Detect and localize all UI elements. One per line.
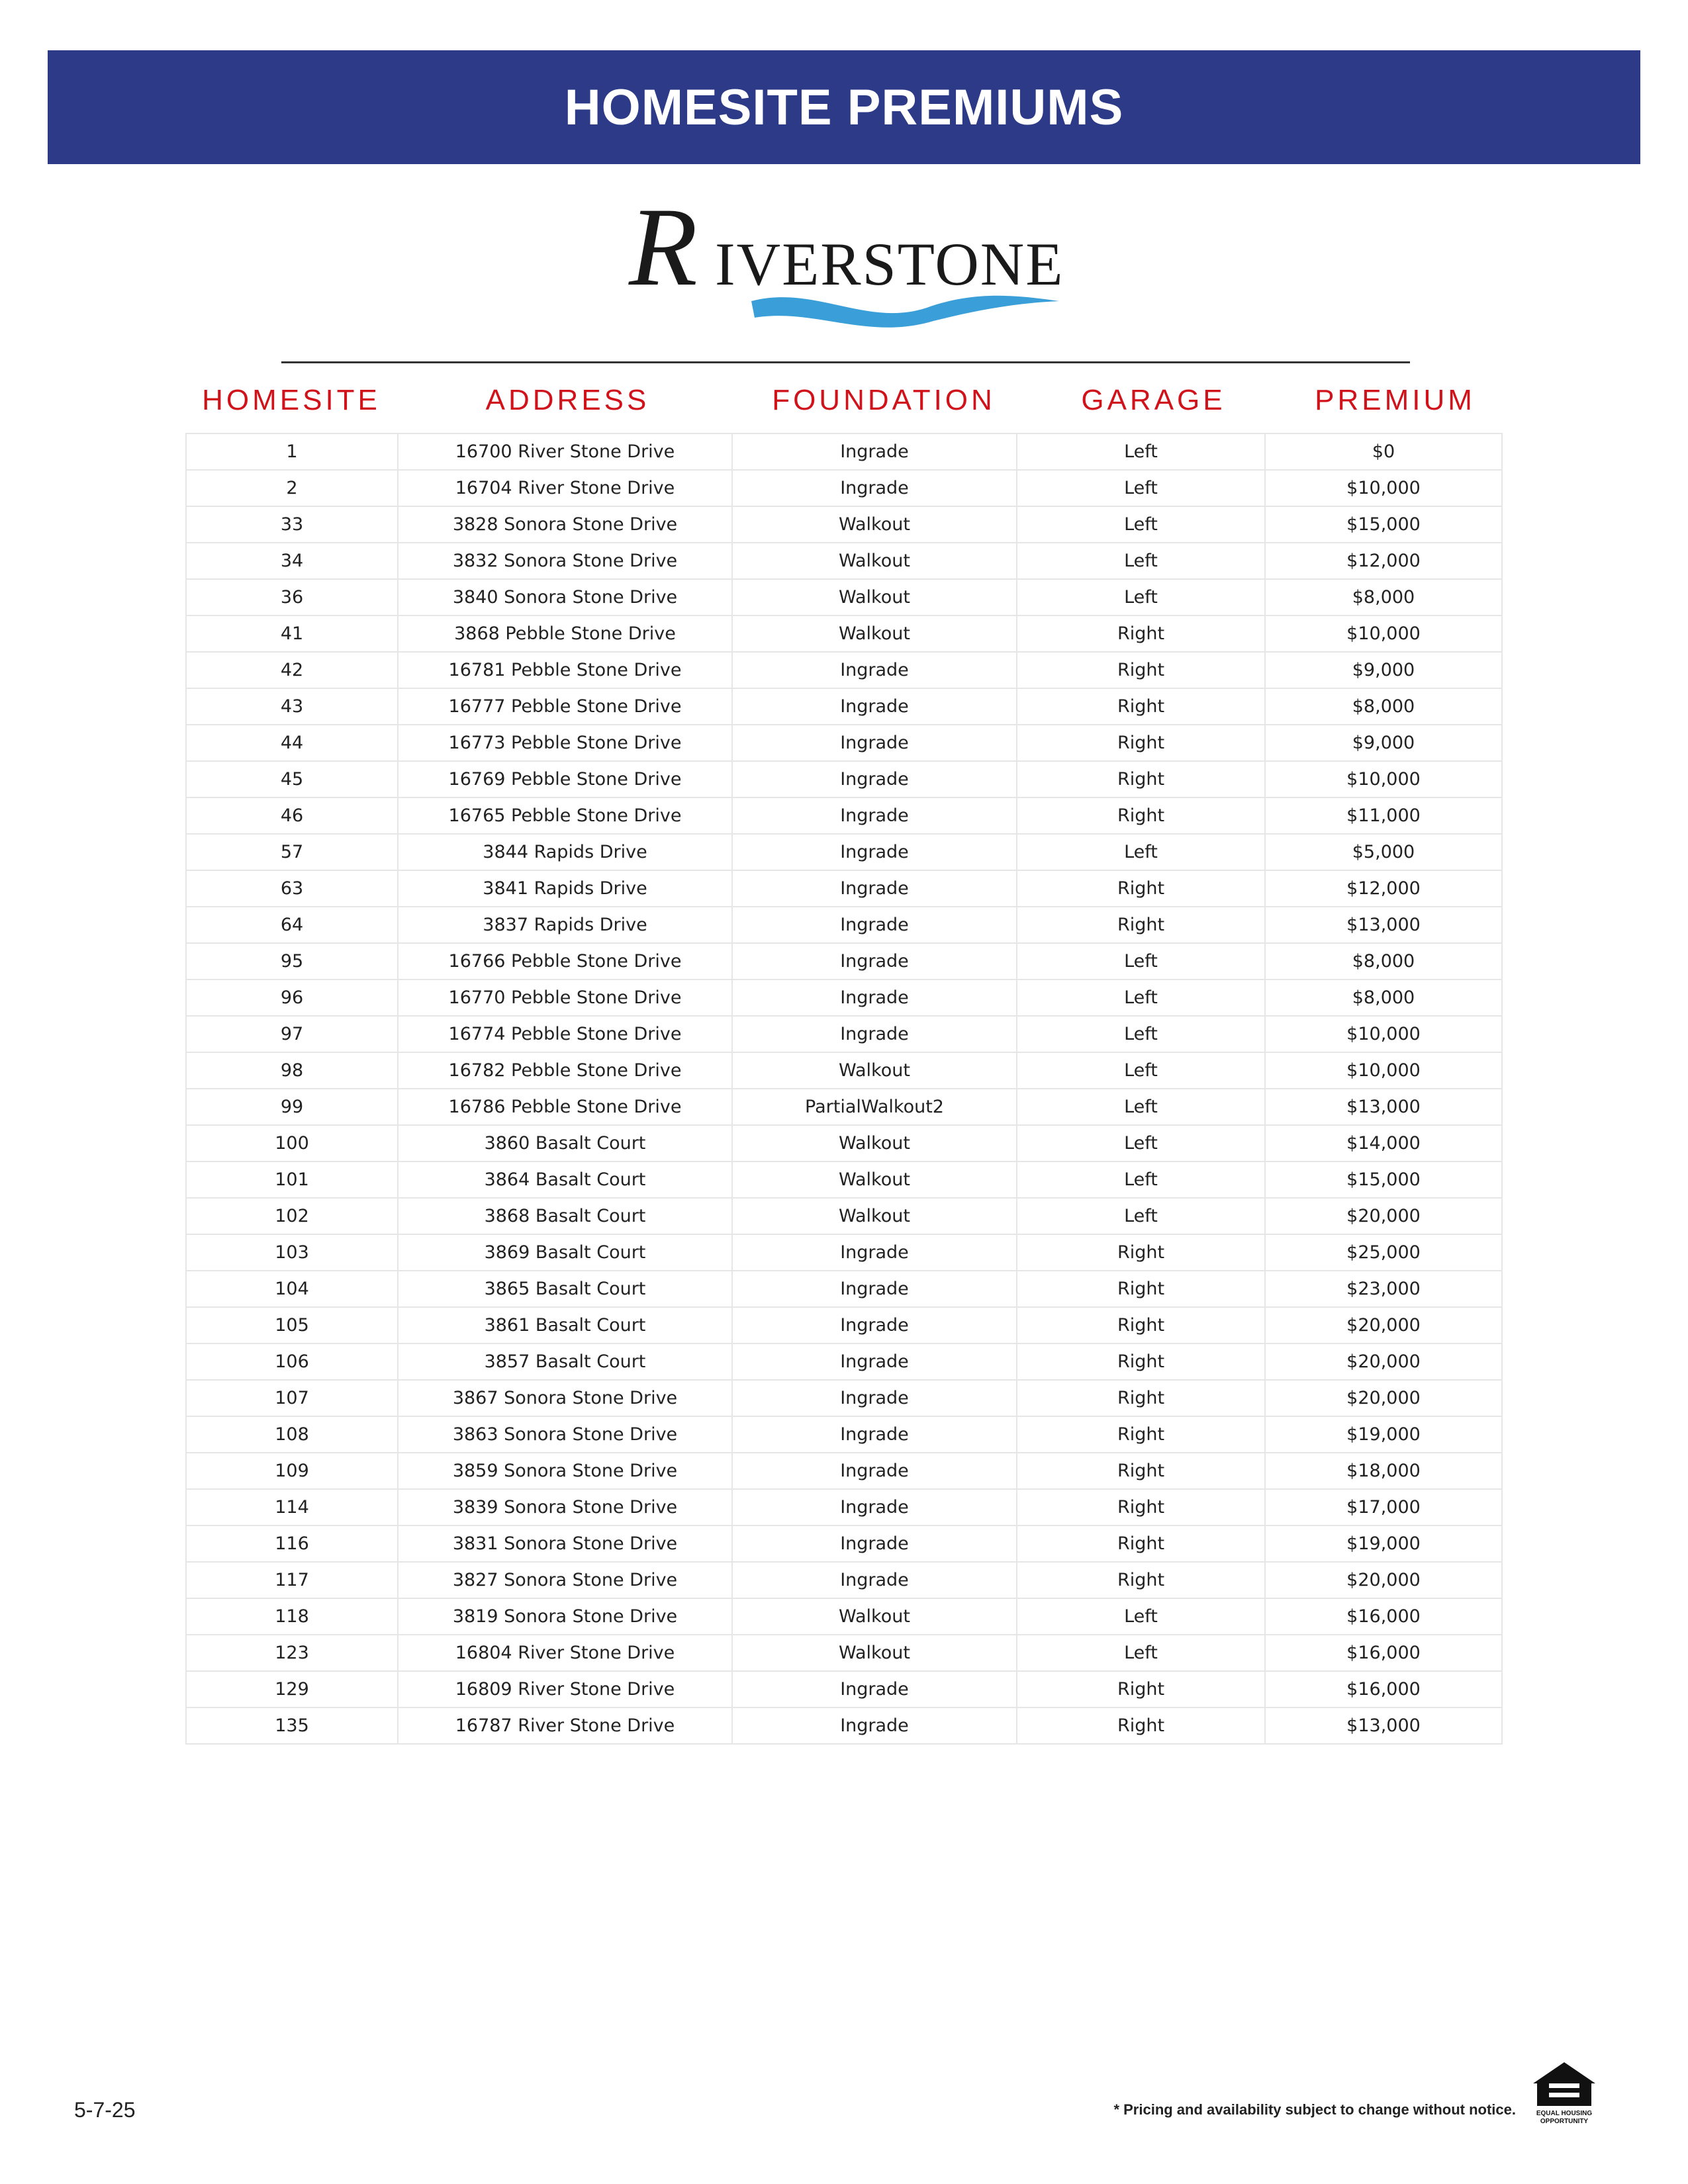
address-cell: 16766 Pebble Stone Drive bbox=[398, 943, 732, 979]
foundation-cell: Walkout bbox=[732, 506, 1017, 543]
header-garage: GARAGE bbox=[1081, 384, 1226, 416]
garage-cell: Right bbox=[1017, 652, 1265, 688]
foundation-cell: Walkout bbox=[732, 1635, 1017, 1671]
garage-cell: Left bbox=[1017, 1198, 1265, 1234]
table-row bbox=[186, 1416, 1502, 1453]
premium-cell: $20,000 bbox=[1265, 1380, 1502, 1416]
homesite-cell: 116 bbox=[186, 1525, 398, 1562]
garage-cell: Left bbox=[1017, 506, 1265, 543]
foundation-cell: PartialWalkout2 bbox=[732, 1089, 1017, 1125]
premium-cell: $17,000 bbox=[1265, 1489, 1502, 1525]
address-cell: 3861 Basalt Court bbox=[398, 1307, 732, 1343]
table-row bbox=[186, 579, 1502, 615]
premium-cell: $23,000 bbox=[1265, 1271, 1502, 1307]
address-cell: 16809 River Stone Drive bbox=[398, 1671, 732, 1707]
garage-cell: Left bbox=[1017, 979, 1265, 1016]
riverstone-logo-graphic bbox=[616, 185, 1079, 338]
garage-cell: Right bbox=[1017, 797, 1265, 834]
premium-cell: $10,000 bbox=[1265, 1052, 1502, 1089]
garage-cell: Left bbox=[1017, 1052, 1265, 1089]
equal-housing-opportunity-icon bbox=[1528, 2060, 1601, 2126]
homesite-cell: 114 bbox=[186, 1489, 398, 1525]
foundation-cell: Ingrade bbox=[732, 1343, 1017, 1380]
garage-cell: Right bbox=[1017, 1671, 1265, 1707]
garage-cell: Right bbox=[1017, 615, 1265, 652]
premium-cell: $20,000 bbox=[1265, 1562, 1502, 1598]
premium-cell: $13,000 bbox=[1265, 1707, 1502, 1744]
premium-cell: $10,000 bbox=[1265, 615, 1502, 652]
garage-cell: Right bbox=[1017, 870, 1265, 907]
premium-cell: $5,000 bbox=[1265, 834, 1502, 870]
homesite-cell: 107 bbox=[186, 1380, 398, 1416]
table-row bbox=[186, 1380, 1502, 1416]
foundation-cell: Ingrade bbox=[732, 834, 1017, 870]
address-cell: 16787 River Stone Drive bbox=[398, 1707, 732, 1744]
homesite-cell: 102 bbox=[186, 1198, 398, 1234]
homesite-cell: 44 bbox=[186, 725, 398, 761]
homesite-cell: 106 bbox=[186, 1343, 398, 1380]
table-row bbox=[186, 470, 1502, 506]
foundation-cell: Ingrade bbox=[732, 907, 1017, 943]
premium-cell: $18,000 bbox=[1265, 1453, 1502, 1489]
premium-cell: $9,000 bbox=[1265, 652, 1502, 688]
premium-cell: $8,000 bbox=[1265, 579, 1502, 615]
foundation-cell: Ingrade bbox=[732, 470, 1017, 506]
address-cell: 16769 Pebble Stone Drive bbox=[398, 761, 732, 797]
garage-cell: Right bbox=[1017, 688, 1265, 725]
header-homesite: HOMESITE bbox=[202, 384, 381, 416]
table-row bbox=[186, 1562, 1502, 1598]
foundation-cell: Ingrade bbox=[732, 1562, 1017, 1598]
foundation-cell: Ingrade bbox=[732, 1489, 1017, 1525]
homesite-cell: 129 bbox=[186, 1671, 398, 1707]
foundation-cell: Ingrade bbox=[732, 943, 1017, 979]
address-cell: 3863 Sonora Stone Drive bbox=[398, 1416, 732, 1453]
header-address: ADDRESS bbox=[485, 384, 650, 416]
table-row bbox=[186, 1707, 1502, 1744]
premium-cell: $14,000 bbox=[1265, 1125, 1502, 1161]
premium-cell: $16,000 bbox=[1265, 1635, 1502, 1671]
garage-cell: Right bbox=[1017, 1271, 1265, 1307]
table-row bbox=[186, 1234, 1502, 1271]
table-row bbox=[186, 688, 1502, 725]
address-cell: 3837 Rapids Drive bbox=[398, 907, 732, 943]
garage-cell: Left bbox=[1017, 543, 1265, 579]
homesite-cell: 33 bbox=[186, 506, 398, 543]
address-cell: 16804 River Stone Drive bbox=[398, 1635, 732, 1671]
garage-cell: Right bbox=[1017, 1343, 1265, 1380]
table-row bbox=[186, 1198, 1502, 1234]
premium-cell: $19,000 bbox=[1265, 1525, 1502, 1562]
table-row bbox=[186, 1671, 1502, 1707]
table-row bbox=[186, 979, 1502, 1016]
homesite-cell: 34 bbox=[186, 543, 398, 579]
foundation-cell: Walkout bbox=[732, 1161, 1017, 1198]
logo-wave bbox=[751, 296, 1059, 328]
address-cell: 3840 Sonora Stone Drive bbox=[398, 579, 732, 615]
foundation-cell: Ingrade bbox=[732, 1671, 1017, 1707]
address-cell: 3827 Sonora Stone Drive bbox=[398, 1562, 732, 1598]
foundation-cell: Walkout bbox=[732, 543, 1017, 579]
address-cell: 3832 Sonora Stone Drive bbox=[398, 543, 732, 579]
garage-cell: Left bbox=[1017, 470, 1265, 506]
table-row bbox=[186, 1453, 1502, 1489]
garage-cell: Right bbox=[1017, 1307, 1265, 1343]
eho-text-line1: EQUAL HOUSING bbox=[1536, 2110, 1593, 2117]
premium-cell: $20,000 bbox=[1265, 1198, 1502, 1234]
address-cell: 16774 Pebble Stone Drive bbox=[398, 1016, 732, 1052]
premium-cell: $9,000 bbox=[1265, 725, 1502, 761]
homesite-cell: 123 bbox=[186, 1635, 398, 1671]
foundation-cell: Ingrade bbox=[732, 433, 1017, 470]
address-cell: 16786 Pebble Stone Drive bbox=[398, 1089, 732, 1125]
homesite-cell: 104 bbox=[186, 1271, 398, 1307]
table-row bbox=[186, 1271, 1502, 1307]
garage-cell: Left bbox=[1017, 1635, 1265, 1671]
table-row bbox=[186, 615, 1502, 652]
table-row bbox=[186, 907, 1502, 943]
table-row bbox=[186, 1307, 1502, 1343]
garage-cell: Right bbox=[1017, 1525, 1265, 1562]
table-row bbox=[186, 797, 1502, 834]
homesite-cell: 2 bbox=[186, 470, 398, 506]
garage-cell: Right bbox=[1017, 1562, 1265, 1598]
riverstone-logo bbox=[616, 185, 1079, 338]
garage-cell: Right bbox=[1017, 1453, 1265, 1489]
table-row bbox=[186, 1125, 1502, 1161]
homesite-cell: 41 bbox=[186, 615, 398, 652]
address-cell: 3839 Sonora Stone Drive bbox=[398, 1489, 732, 1525]
table-row bbox=[186, 1489, 1502, 1525]
header-premium: PREMIUM bbox=[1315, 384, 1476, 416]
homesite-cell: 99 bbox=[186, 1089, 398, 1125]
garage-cell: Right bbox=[1017, 907, 1265, 943]
homesite-cell: 43 bbox=[186, 688, 398, 725]
garage-cell: Left bbox=[1017, 579, 1265, 615]
address-cell: 3819 Sonora Stone Drive bbox=[398, 1598, 732, 1635]
homesite-cell: 63 bbox=[186, 870, 398, 907]
foundation-cell: Ingrade bbox=[732, 979, 1017, 1016]
foundation-cell: Ingrade bbox=[732, 725, 1017, 761]
premium-cell: $10,000 bbox=[1265, 470, 1502, 506]
address-cell: 3831 Sonora Stone Drive bbox=[398, 1525, 732, 1562]
table-row bbox=[186, 506, 1502, 543]
garage-cell: Left bbox=[1017, 1161, 1265, 1198]
foundation-cell: Ingrade bbox=[732, 652, 1017, 688]
foundation-cell: Ingrade bbox=[732, 1380, 1017, 1416]
table-row bbox=[186, 1016, 1502, 1052]
premium-cell: $11,000 bbox=[1265, 797, 1502, 834]
logo-initial: R bbox=[629, 185, 698, 309]
address-cell: 3868 Pebble Stone Drive bbox=[398, 615, 732, 652]
table-row bbox=[186, 1052, 1502, 1089]
page-title: HOMESITE PREMIUMS bbox=[564, 79, 1124, 136]
foundation-cell: Ingrade bbox=[732, 1525, 1017, 1562]
address-cell: 3857 Basalt Court bbox=[398, 1343, 732, 1380]
garage-cell: Right bbox=[1017, 1234, 1265, 1271]
homesite-cell: 42 bbox=[186, 652, 398, 688]
divider-rule bbox=[281, 361, 1410, 363]
table-row bbox=[186, 761, 1502, 797]
garage-cell: Right bbox=[1017, 725, 1265, 761]
homesite-cell: 95 bbox=[186, 943, 398, 979]
homesite-table bbox=[185, 433, 1503, 1745]
premium-cell: $8,000 bbox=[1265, 979, 1502, 1016]
table-row bbox=[186, 652, 1502, 688]
homesite-cell: 64 bbox=[186, 907, 398, 943]
premium-cell: $16,000 bbox=[1265, 1598, 1502, 1635]
foundation-cell: Ingrade bbox=[732, 1453, 1017, 1489]
address-cell: 16782 Pebble Stone Drive bbox=[398, 1052, 732, 1089]
address-cell: 3864 Basalt Court bbox=[398, 1161, 732, 1198]
table-row bbox=[186, 1635, 1502, 1671]
homesite-cell: 101 bbox=[186, 1161, 398, 1198]
foundation-cell: Walkout bbox=[732, 579, 1017, 615]
foundation-cell: Ingrade bbox=[732, 688, 1017, 725]
premium-cell: $12,000 bbox=[1265, 870, 1502, 907]
garage-cell: Right bbox=[1017, 1489, 1265, 1525]
premium-cell: $10,000 bbox=[1265, 761, 1502, 797]
address-cell: 3859 Sonora Stone Drive bbox=[398, 1453, 732, 1489]
table-row bbox=[186, 1161, 1502, 1198]
address-cell: 3867 Sonora Stone Drive bbox=[398, 1380, 732, 1416]
premium-cell: $8,000 bbox=[1265, 943, 1502, 979]
garage-cell: Right bbox=[1017, 761, 1265, 797]
title-banner bbox=[48, 50, 1640, 164]
garage-cell: Left bbox=[1017, 1016, 1265, 1052]
address-cell: 3868 Basalt Court bbox=[398, 1198, 732, 1234]
address-cell: 16700 River Stone Drive bbox=[398, 433, 732, 470]
address-cell: 16765 Pebble Stone Drive bbox=[398, 797, 732, 834]
foundation-cell: Ingrade bbox=[732, 1307, 1017, 1343]
foundation-cell: Walkout bbox=[732, 615, 1017, 652]
homesite-cell: 36 bbox=[186, 579, 398, 615]
homesite-cell: 46 bbox=[186, 797, 398, 834]
address-cell: 3844 Rapids Drive bbox=[398, 834, 732, 870]
table-body bbox=[186, 433, 1502, 1744]
table-row bbox=[186, 834, 1502, 870]
premium-cell: $12,000 bbox=[1265, 543, 1502, 579]
garage-cell: Left bbox=[1017, 1598, 1265, 1635]
foundation-cell: Ingrade bbox=[732, 1416, 1017, 1453]
address-cell: 3860 Basalt Court bbox=[398, 1125, 732, 1161]
homesite-cell: 100 bbox=[186, 1125, 398, 1161]
address-cell: 3828 Sonora Stone Drive bbox=[398, 506, 732, 543]
foundation-cell: Ingrade bbox=[732, 1271, 1017, 1307]
address-cell: 3841 Rapids Drive bbox=[398, 870, 732, 907]
premium-cell: $13,000 bbox=[1265, 1089, 1502, 1125]
table-row bbox=[186, 1598, 1502, 1635]
foundation-cell: Ingrade bbox=[732, 1234, 1017, 1271]
premium-cell: $10,000 bbox=[1265, 1016, 1502, 1052]
homesite-cell: 118 bbox=[186, 1598, 398, 1635]
table-row bbox=[186, 1343, 1502, 1380]
homesite-cell: 97 bbox=[186, 1016, 398, 1052]
homesite-cell: 105 bbox=[186, 1307, 398, 1343]
homesite-cell: 1 bbox=[186, 433, 398, 470]
premium-cell: $8,000 bbox=[1265, 688, 1502, 725]
foundation-cell: Ingrade bbox=[732, 1016, 1017, 1052]
premium-cell: $16,000 bbox=[1265, 1671, 1502, 1707]
date-stamp: 5-7-25 bbox=[74, 2098, 136, 2122]
logo-text: IVERSTONE bbox=[715, 230, 1064, 298]
premium-cell: $19,000 bbox=[1265, 1416, 1502, 1453]
homesite-cell: 96 bbox=[186, 979, 398, 1016]
header-foundation: FOUNDATION bbox=[772, 384, 996, 416]
address-cell: 16704 River Stone Drive bbox=[398, 470, 732, 506]
garage-cell: Right bbox=[1017, 1707, 1265, 1744]
table-row bbox=[186, 870, 1502, 907]
table-row bbox=[186, 725, 1502, 761]
garage-cell: Right bbox=[1017, 1416, 1265, 1453]
table-row bbox=[186, 1525, 1502, 1562]
garage-cell: Right bbox=[1017, 1380, 1265, 1416]
table-row bbox=[186, 1089, 1502, 1125]
premium-cell: $15,000 bbox=[1265, 1161, 1502, 1198]
table-header bbox=[185, 377, 1509, 424]
foundation-cell: Walkout bbox=[732, 1598, 1017, 1635]
premium-cell: $20,000 bbox=[1265, 1343, 1502, 1380]
table-row bbox=[186, 543, 1502, 579]
foundation-cell: Ingrade bbox=[732, 797, 1017, 834]
homesite-cell: 45 bbox=[186, 761, 398, 797]
foundation-cell: Walkout bbox=[732, 1198, 1017, 1234]
disclaimer-text: * Pricing and availability subject to change without notice. bbox=[1113, 2101, 1516, 2118]
premium-cell: $0 bbox=[1265, 433, 1502, 470]
foundation-cell: Walkout bbox=[732, 1125, 1017, 1161]
homesite-cell: 135 bbox=[186, 1707, 398, 1744]
table-row bbox=[186, 943, 1502, 979]
homesite-cell: 98 bbox=[186, 1052, 398, 1089]
premium-cell: $13,000 bbox=[1265, 907, 1502, 943]
address-cell: 16770 Pebble Stone Drive bbox=[398, 979, 732, 1016]
homesite-cell: 108 bbox=[186, 1416, 398, 1453]
foundation-cell: Walkout bbox=[732, 1052, 1017, 1089]
homesite-cell: 57 bbox=[186, 834, 398, 870]
homesite-cell: 109 bbox=[186, 1453, 398, 1489]
garage-cell: Left bbox=[1017, 1125, 1265, 1161]
garage-cell: Left bbox=[1017, 433, 1265, 470]
address-cell: 3869 Basalt Court bbox=[398, 1234, 732, 1271]
garage-cell: Left bbox=[1017, 1089, 1265, 1125]
homesite-cell: 117 bbox=[186, 1562, 398, 1598]
premium-cell: $15,000 bbox=[1265, 506, 1502, 543]
address-cell: 3865 Basalt Court bbox=[398, 1271, 732, 1307]
address-cell: 16773 Pebble Stone Drive bbox=[398, 725, 732, 761]
foundation-cell: Ingrade bbox=[732, 870, 1017, 907]
garage-cell: Left bbox=[1017, 834, 1265, 870]
premium-cell: $20,000 bbox=[1265, 1307, 1502, 1343]
foundation-cell: Ingrade bbox=[732, 1707, 1017, 1744]
foundation-cell: Ingrade bbox=[732, 761, 1017, 797]
homesite-cell: 103 bbox=[186, 1234, 398, 1271]
eho-text-line2: OPPORTUNITY bbox=[1540, 2118, 1589, 2125]
premium-cell: $25,000 bbox=[1265, 1234, 1502, 1271]
table-row bbox=[186, 433, 1502, 470]
address-cell: 16777 Pebble Stone Drive bbox=[398, 688, 732, 725]
garage-cell: Left bbox=[1017, 943, 1265, 979]
address-cell: 16781 Pebble Stone Drive bbox=[398, 652, 732, 688]
